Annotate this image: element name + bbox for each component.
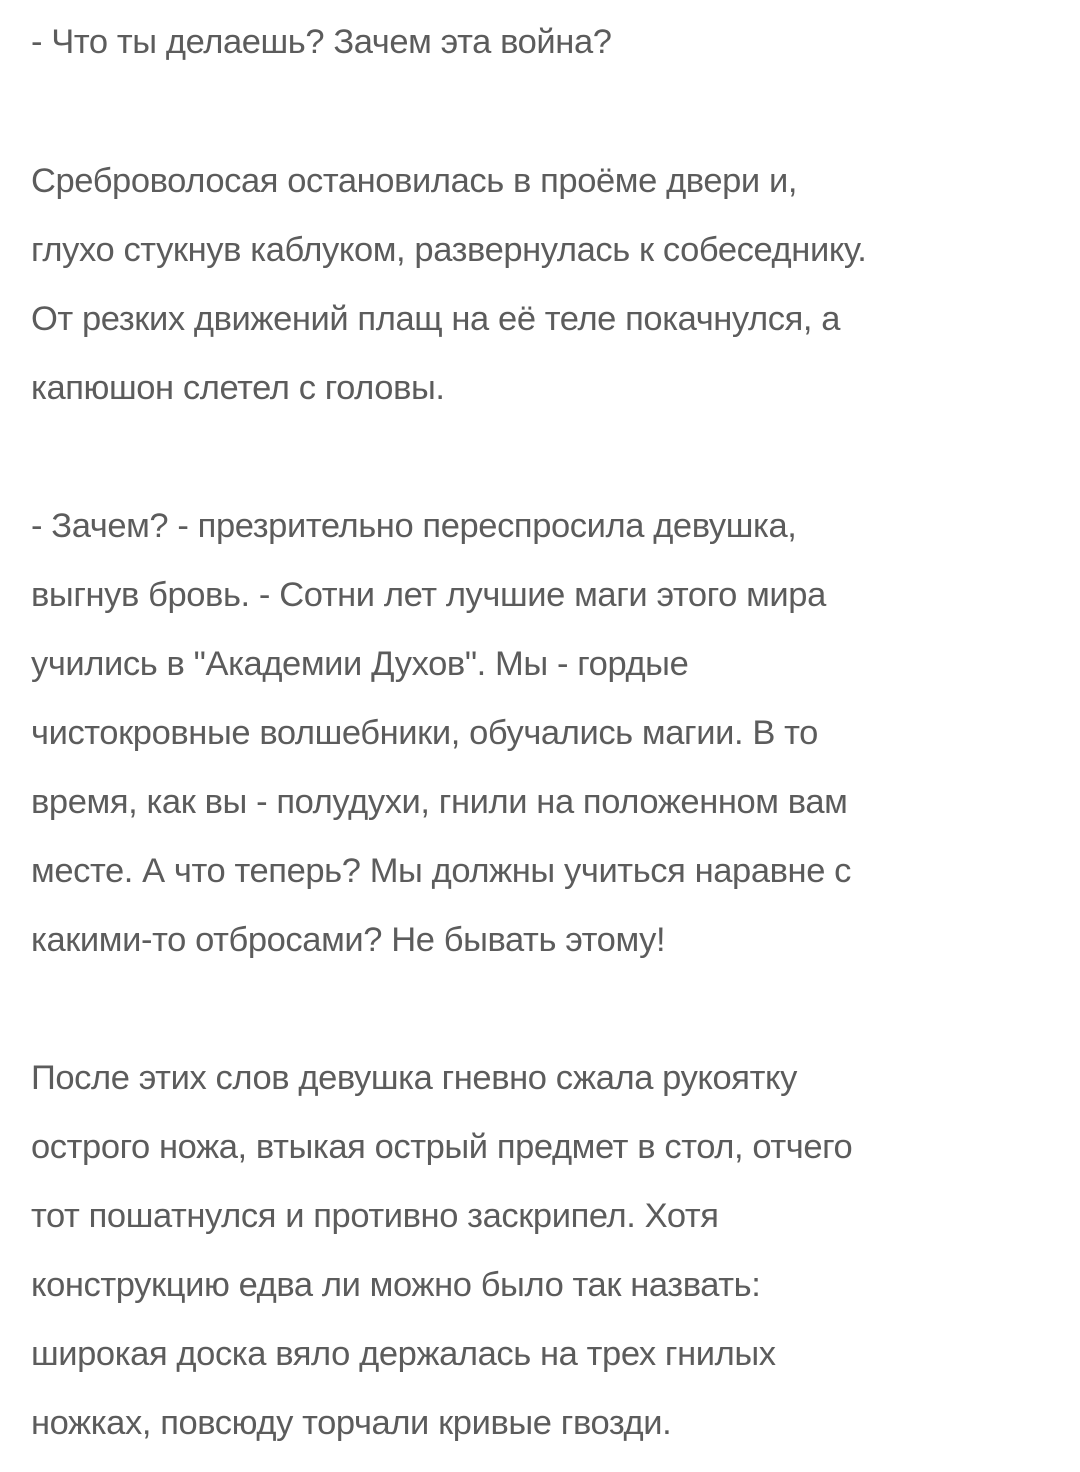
text-line: глухо стукнув каблуком, развернулась к собеседнику. <box>31 231 867 269</box>
text-line: выгнув бровь. - Сотни лет лучшие маги этого мира <box>31 576 826 614</box>
text-line: острого ножа, втыкая острый предмет в стол, отчего <box>31 1128 853 1166</box>
story-text <box>31 0 1071 1472</box>
text-line: тот пошатнулся и противно заскрипел. Хотя <box>31 1197 719 1235</box>
text-line: ножках, повсюду торчали кривые гвозди. <box>31 1404 672 1442</box>
text-line: - Что ты делаешь? Зачем эта война? <box>31 23 612 61</box>
text-line: Среброволосая остановилась в проёме двери и, <box>31 162 798 200</box>
text-line: капюшон слетел с головы. <box>31 369 445 407</box>
text-line: месте. А что теперь? Мы должны учиться наравне с <box>31 852 852 890</box>
text-line: После этих слов девушка гневно сжала рукоятку <box>31 1059 797 1097</box>
text-line: время, как вы - полудухи, гнили на положенном вам <box>31 783 848 821</box>
text-line: - Зачем? - презрительно переспросила девушка, <box>31 507 797 545</box>
text-line: От резких движений плащ на её теле покачнулся, а <box>31 300 841 338</box>
text-line: конструкцию едва ли можно было так назвать: <box>31 1266 761 1304</box>
text-line: чистокровные волшебники, обучались магии. В то <box>31 714 818 752</box>
text-line: учились в "Академии Духов". Мы - гордые <box>31 645 689 683</box>
text-line: широкая доска вяло держалась на трех гнилых <box>31 1335 776 1373</box>
text-line: какими-то отбросами? Не бывать этому! <box>31 921 666 959</box>
